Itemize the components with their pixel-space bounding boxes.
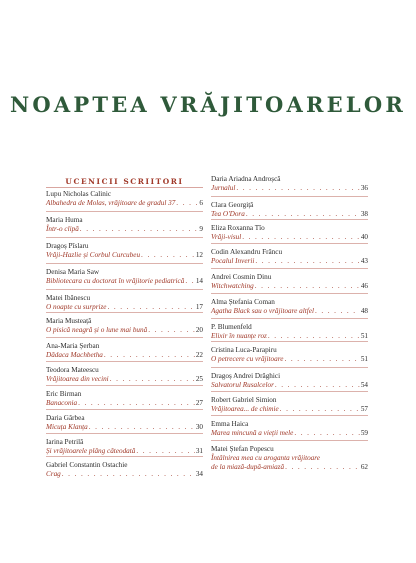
entry-title: Vrăjitoarea din vecini	[46, 375, 109, 383]
entry-page: 17	[195, 303, 203, 311]
entry-title: Și vrăjitoarele plâng câteodată	[46, 447, 136, 455]
entry-author: Emma Haica	[211, 420, 249, 428]
entry-title: Bibliotecara cu doctorat în vrăjitorie pediatrică	[46, 277, 185, 285]
dot-leader	[294, 429, 359, 438]
dot-leader	[275, 381, 360, 390]
dot-leader	[284, 355, 359, 364]
dot-leader	[268, 332, 360, 341]
entry-page: 36	[360, 184, 368, 192]
entry-work-line	[211, 257, 368, 266]
entry-work-line	[211, 381, 368, 390]
entry-page: 22	[195, 351, 203, 359]
entry-rule	[46, 409, 203, 410]
toc-entry[interactable]	[46, 294, 203, 312]
entry-title: Agatha Black sau o vrăjitoare altfel	[211, 307, 314, 315]
toc-entry[interactable]	[211, 175, 368, 193]
dot-leader	[89, 423, 195, 432]
toc-entry[interactable]	[46, 317, 203, 335]
entry-title: Jurnalul	[211, 184, 236, 192]
entry-work-line	[46, 225, 203, 234]
entry-title: O petrecere cu vrăjitoare	[211, 355, 284, 363]
toc-entry[interactable]	[211, 224, 368, 242]
dot-leader	[185, 277, 194, 286]
entry-page: 6	[199, 199, 203, 207]
entry-author: Iarina Petrilă	[46, 438, 84, 446]
dot-leader	[110, 375, 195, 384]
entry-work-line	[211, 332, 368, 341]
entry-work-line	[211, 233, 368, 242]
toc-entry[interactable]	[46, 190, 203, 208]
entry-author: Codin Alexandru Frâncu	[211, 248, 283, 256]
entry-page: 30	[195, 423, 203, 431]
toc-entry[interactable]	[46, 390, 203, 408]
entry-work-line	[211, 429, 368, 438]
entry-title: O pisică neagră și o lune mai bună	[46, 326, 148, 334]
dot-leader	[176, 199, 198, 208]
dot-leader	[80, 225, 199, 234]
dot-leader	[136, 447, 194, 456]
entry-work-line	[211, 463, 368, 472]
dot-leader	[236, 184, 359, 193]
toc-entry[interactable]	[211, 201, 368, 219]
entry-author: Matei Ibănescu	[46, 294, 91, 302]
entry-rule	[211, 341, 368, 342]
entry-rule	[46, 385, 203, 386]
entry-author: Robert Gabriel Simion	[211, 396, 277, 404]
entry-title: Tea O'Dora	[211, 210, 245, 218]
entry-work-line	[211, 282, 368, 291]
dot-leader	[255, 257, 360, 266]
entry-work-line	[211, 210, 368, 219]
entry-title-continued: de la miază-după-amiază	[211, 463, 285, 471]
dot-leader	[285, 463, 360, 472]
dot-leader	[246, 210, 360, 219]
entry-rule	[211, 243, 368, 244]
entry-author: Eliza Roxanna Tîo	[211, 224, 265, 232]
entry-rule	[46, 211, 203, 212]
entry-title: Banaconia	[46, 399, 78, 407]
entry-author: Dragoș Pîslaru	[46, 242, 89, 250]
dot-leader	[78, 399, 195, 408]
entry-title: Elixir în nuanțe roz	[211, 332, 267, 340]
entry-rule	[46, 263, 203, 264]
entry-page: 38	[360, 210, 368, 218]
entry-title: Dădaca Machbetha	[46, 351, 103, 359]
entry-title: Vrăjitoarea... de chimie	[211, 405, 279, 413]
entry-rule	[46, 289, 203, 290]
entry-rule	[211, 440, 368, 441]
entry-title: Pocalul Inverii	[211, 257, 255, 265]
entry-page: 34	[195, 470, 203, 478]
entry-rule	[211, 391, 368, 392]
toc-entry[interactable]	[46, 438, 203, 456]
entry-work-line	[211, 405, 368, 414]
toc-entry[interactable]	[211, 372, 368, 390]
entry-author: Andrei Cosmin Dinu	[211, 273, 272, 281]
entry-author: Alma Ștefania Coman	[211, 298, 275, 306]
entry-author: Clara Georgiță	[211, 201, 254, 209]
entry-author: P. Blumenfeld	[211, 323, 252, 331]
entry-author: Daria Gârbea	[46, 414, 85, 422]
entry-rule	[46, 337, 203, 338]
entry-work-line	[211, 355, 368, 364]
entry-rule	[211, 293, 368, 294]
toc-entry[interactable]	[211, 346, 368, 364]
entry-rule	[211, 219, 368, 220]
entry-title: Salvatorul Rusalcelor	[211, 381, 274, 389]
entry-rule	[211, 196, 368, 197]
entry-rule	[211, 268, 368, 269]
entry-page: 20	[195, 326, 203, 334]
dot-leader	[104, 351, 195, 360]
entry-title: Vrăji-visul	[211, 233, 242, 241]
entry-page: 25	[195, 375, 203, 383]
entry-rule	[46, 456, 203, 457]
entry-work-line	[46, 199, 203, 208]
entry-page: 40	[360, 233, 368, 241]
entry-page: 57	[360, 405, 368, 413]
entry-page: 51	[360, 332, 368, 340]
entry-rule	[211, 415, 368, 416]
toc-entry[interactable]	[211, 396, 368, 414]
dot-leader	[315, 307, 360, 316]
entry-title: O noapte cu surprize	[46, 303, 107, 311]
entry-work-line	[46, 303, 203, 312]
entry-rule	[46, 433, 203, 434]
toc-entry[interactable]	[46, 366, 203, 384]
entry-page: 46	[360, 282, 368, 290]
toc-entry[interactable]	[46, 242, 203, 260]
entry-author: Maria Musteață	[46, 317, 92, 325]
entry-page: 31	[195, 447, 203, 455]
entry-title: Crag	[46, 470, 61, 478]
toc-entry[interactable]	[211, 323, 368, 341]
entry-page: 62	[360, 463, 368, 471]
entry-page: 51	[360, 355, 368, 363]
toc-entry[interactable]	[211, 298, 368, 316]
entry-page: 14	[195, 277, 203, 285]
entry-author: Dragoș Andrei Drăghici	[211, 372, 281, 380]
toc-entry[interactable]	[211, 420, 368, 438]
entry-author: Ana-Maria Șerban	[46, 342, 100, 350]
entry-rule	[211, 367, 368, 368]
entry-title: Micuța Klanța	[46, 423, 88, 431]
entry-title: Albahedra de Molas, vrăjitoare de gradul 37	[46, 199, 176, 207]
toc-entry[interactable]	[46, 268, 203, 286]
entry-work-line	[46, 375, 203, 384]
toc-entry[interactable]	[46, 342, 203, 360]
page-title: NOAPTEA VRĂJITOARELOR	[10, 92, 406, 117]
entry-page: 9	[199, 225, 203, 233]
entry-author: Cristina Luca-Parapiru	[211, 346, 277, 354]
entry-author: Lupu Nicholas Calinic	[46, 190, 112, 198]
entry-author: Denisa Maria Saw	[46, 268, 100, 276]
dot-leader	[280, 405, 360, 414]
entry-page: 59	[360, 429, 368, 437]
dot-leader	[62, 470, 195, 479]
dot-leader	[141, 251, 195, 260]
entry-page: 54	[360, 381, 368, 389]
entry-work-line	[46, 399, 203, 408]
dot-leader	[242, 233, 360, 242]
entry-author: Eric Birman	[46, 390, 82, 398]
toc-entry[interactable]	[46, 216, 203, 234]
heading-rule	[46, 187, 203, 188]
entry-author: Matei Ștefan Popescu	[211, 445, 274, 453]
entry-author: Daria Ariadna Androșcă	[211, 175, 281, 183]
entry-title: Întâlnirea mea cu aroganta vrăjitoare	[211, 454, 320, 462]
section-heading: UCENICII SCRIITORI	[65, 177, 184, 186]
entry-work-line	[46, 423, 203, 432]
toc-entry[interactable]	[46, 414, 203, 432]
dot-leader	[108, 303, 195, 312]
toc-entry[interactable]	[211, 445, 368, 472]
entry-page: 27	[195, 399, 203, 407]
entry-author: Teodora Mateescu	[46, 366, 99, 374]
entry-rule	[46, 237, 203, 238]
toc-entry[interactable]	[211, 248, 368, 266]
entry-page: 43	[360, 257, 368, 265]
entry-page: 48	[360, 307, 368, 315]
entry-rule	[211, 318, 368, 319]
toc-entry[interactable]	[211, 273, 368, 291]
entry-work-line	[46, 277, 203, 286]
entry-title: Witchwatching	[211, 282, 254, 290]
entry-rule	[46, 312, 203, 313]
toc-entry[interactable]	[46, 461, 203, 479]
entry-work-line	[46, 470, 203, 479]
entry-work-line	[46, 447, 203, 456]
entry-work-line	[46, 351, 203, 360]
entry-author: Gabriel Constantin Ostachie	[46, 461, 128, 469]
entry-work-line	[46, 251, 203, 260]
entry-rule	[46, 361, 203, 362]
entry-title: Marea mincună a vieții mele	[211, 429, 294, 437]
entry-work-line	[46, 326, 203, 335]
entry-author: Maria Huma	[46, 216, 83, 224]
dot-leader	[148, 326, 195, 335]
entry-work-line	[211, 184, 368, 193]
dot-leader	[255, 282, 360, 291]
entry-work-line	[211, 307, 368, 316]
entry-page: 12	[195, 251, 203, 259]
entry-title: Într-o clipă	[46, 225, 79, 233]
entry-title: Vrăji-Hazlie și Corbul Curcubeu	[46, 251, 141, 259]
